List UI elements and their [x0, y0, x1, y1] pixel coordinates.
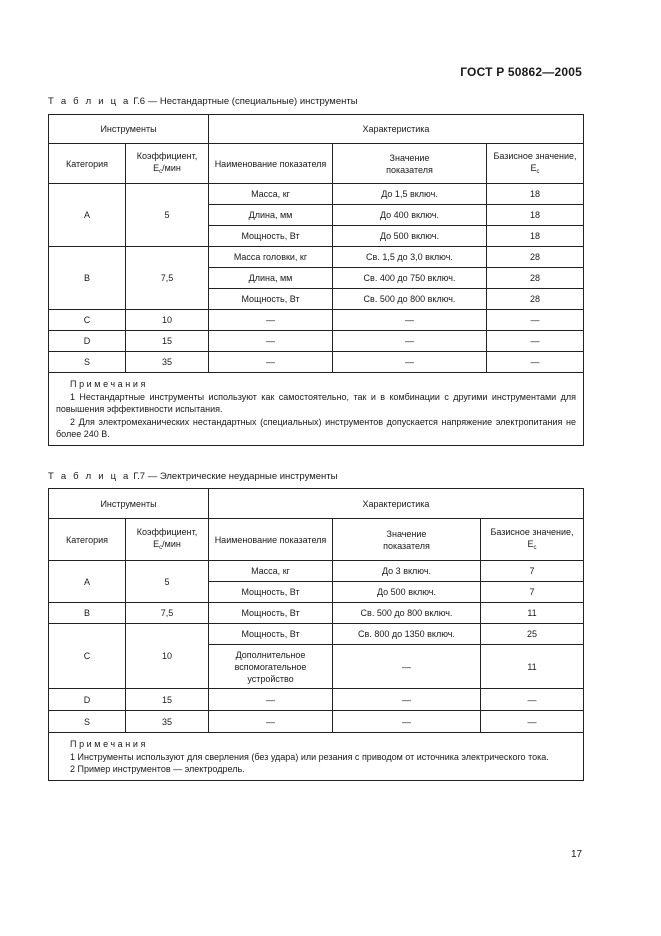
coefficient-cell: 5 [126, 184, 209, 247]
base-value-cell: 11 [481, 645, 584, 689]
table6-caption [48, 96, 358, 107]
base-value-cell: 11 [481, 603, 584, 624]
coefficient-cell: 7,5 [126, 247, 209, 310]
table-header-row [49, 489, 584, 519]
note-item: 1 Инструменты используют для сверления (без удара) или резания с приводом от источника электрического тока. [70, 751, 549, 762]
indicator-name-cell: Мощность, Вт [209, 603, 333, 624]
indicator-name-cell: Мощность, Вт [209, 226, 333, 247]
value-cell: Св. 500 до 800 включ. [333, 289, 487, 310]
table-header-row [49, 144, 584, 184]
category-cell: C [49, 310, 126, 331]
base-value-cell: 28 [487, 289, 584, 310]
table7-caption [48, 471, 337, 482]
notes-row [49, 373, 584, 446]
indicator-name-cell: Мощность, Вт [209, 289, 333, 310]
category-cell: B [49, 247, 126, 310]
table-row [49, 352, 584, 373]
value-cell: До 500 включ. [333, 582, 481, 603]
header-base-value [487, 144, 584, 184]
value-cell: До 1,5 включ. [333, 184, 487, 205]
indicator-name-cell: — [209, 310, 333, 331]
base-value-cell: 7 [481, 582, 584, 603]
value-cell: До 500 включ. [333, 226, 487, 247]
header-value-line2: показателя [383, 540, 430, 551]
indicator-name-cell: — [209, 711, 333, 733]
header-coefficient-label: Коэффициент, [136, 526, 198, 537]
table-row [49, 310, 584, 331]
table7-caption-prefix: Т а б л и ц а [48, 471, 131, 482]
base-value-cell: — [481, 711, 584, 733]
value-cell: Св. 500 до 800 включ. [333, 603, 481, 624]
header-value [333, 519, 481, 561]
table-row [49, 624, 584, 645]
header-instruments: Инструменты [49, 115, 209, 144]
base-unit-sub: c [536, 168, 540, 175]
indicator-name-cell: Масса, кг [209, 184, 333, 205]
indicator-name-cell: — [209, 352, 333, 373]
table-header-row [49, 115, 584, 144]
base-value-cell: 18 [487, 184, 584, 205]
header-indicator-name: Наименование показателя [209, 519, 333, 561]
base-unit-sub: c [533, 544, 537, 551]
coef-unit-sub: c [159, 544, 163, 551]
table6-caption-prefix: Т а б л и ц а [48, 96, 131, 107]
base-value-cell: — [487, 331, 584, 352]
notes-heading: Примечания [70, 739, 148, 749]
header-category: Категория [49, 144, 126, 184]
document-code: ГОСТ Р 50862—2005 [460, 65, 582, 79]
base-value-cell: 18 [487, 226, 584, 247]
coefficient-cell: 15 [126, 689, 209, 711]
indicator-name-cell: Длина, мм [209, 268, 333, 289]
indicator-name-cell: — [209, 331, 333, 352]
header-characteristic: Характеристика [209, 489, 584, 519]
indicator-name-cell: Длина, мм [209, 205, 333, 226]
table-row [49, 561, 584, 582]
value-cell: Св. 800 до 1350 включ. [333, 624, 481, 645]
header-coefficient [126, 519, 209, 561]
category-cell: A [49, 561, 126, 603]
table-row [49, 247, 584, 268]
table7 [48, 488, 584, 781]
table7-caption-text: Г.7 — Электрические неударные инструменты [133, 471, 338, 482]
value-cell: Св. 1,5 до 3,0 включ. [333, 247, 487, 268]
base-value-cell: 28 [487, 268, 584, 289]
header-category: Категория [49, 519, 126, 561]
category-cell: B [49, 603, 126, 624]
base-value-cell: — [487, 352, 584, 373]
coefficient-cell: 10 [126, 310, 209, 331]
notes-row [49, 733, 584, 781]
base-unit-base: E [527, 538, 534, 549]
header-value-line1: Значение [386, 528, 427, 539]
value-cell: До 400 включ. [333, 205, 487, 226]
table7-notes [49, 733, 584, 781]
indicator-name-cell: — [209, 689, 333, 711]
base-value-cell: 25 [481, 624, 584, 645]
table6-caption-text: Г.6 — Нестандартные (специальные) инструменты [133, 96, 358, 107]
table-row [49, 184, 584, 205]
header-characteristic: Характеристика [209, 115, 584, 144]
coefficient-cell: 7,5 [126, 603, 209, 624]
base-value-cell: — [481, 689, 584, 711]
category-cell: D [49, 331, 126, 352]
category-cell: C [49, 624, 126, 689]
category-cell: A [49, 184, 126, 247]
base-value-cell: — [487, 310, 584, 331]
indicator-name-line: Дополнительное [235, 649, 306, 660]
coefficient-cell: 35 [126, 352, 209, 373]
table-row [49, 689, 584, 711]
coefficient-cell: 15 [126, 331, 209, 352]
header-base-value [481, 519, 584, 561]
table-row [49, 331, 584, 352]
table6 [48, 114, 584, 446]
header-value-line2: показателя [386, 164, 433, 175]
category-cell: D [49, 689, 126, 711]
base-value-cell: 18 [487, 205, 584, 226]
base-value-cell: 7 [481, 561, 584, 582]
value-cell: — [333, 645, 481, 689]
value-cell: Св. 400 до 750 включ. [333, 268, 487, 289]
coef-unit-base: E [153, 538, 160, 549]
indicator-name-cell: Мощность, Вт [209, 624, 333, 645]
table-row [49, 603, 584, 624]
page-number: 17 [571, 849, 583, 860]
coef-unit-sub: c [159, 168, 163, 175]
table-header-row [49, 519, 584, 561]
indicator-name-cell: Масса головки, кг [209, 247, 333, 268]
category-cell: S [49, 711, 126, 733]
category-cell: S [49, 352, 126, 373]
header-indicator-name: Наименование показателя [209, 144, 333, 184]
value-cell: — [333, 331, 487, 352]
base-unit-base: E [530, 162, 537, 173]
value-cell: — [333, 310, 487, 331]
coef-unit-tail: /мин [162, 162, 181, 173]
coefficient-cell: 10 [126, 624, 209, 689]
indicator-name-line: устройство [247, 673, 294, 684]
value-cell: — [333, 352, 487, 373]
coef-unit-tail: /мин [162, 538, 181, 549]
value-cell: До 3 включ. [333, 561, 481, 582]
header-base-value-label: Базисное значение, [490, 526, 574, 537]
header-value [333, 144, 487, 184]
header-instruments: Инструменты [49, 489, 209, 519]
notes-heading: Примечания [70, 379, 148, 389]
coefficient-cell: 35 [126, 711, 209, 733]
coefficient-cell: 5 [126, 561, 209, 603]
note-item: 2 Для электромеханических нестандартных (специальных) инструментов допускается напряжение электропитания не более 240 В. [56, 416, 576, 439]
note-item: 2 Пример инструментов — электродрель. [70, 764, 245, 774]
value-cell: — [333, 689, 481, 711]
coef-unit-base: E [153, 162, 160, 173]
indicator-name-cell: Мощность, Вт [209, 582, 333, 603]
header-coefficient [126, 144, 209, 184]
note-item: 1 Нестандартные инструменты используют как самостоятельно, так и в комбинации с другими инструментами для повышения эффективности испытания. [56, 391, 576, 414]
indicator-name-line: вспомогательное [234, 661, 307, 672]
header-base-value-label: Базисное значение, [493, 150, 577, 161]
base-value-cell: 28 [487, 247, 584, 268]
table-row [49, 711, 584, 733]
header-value-line1: Значение [389, 152, 430, 163]
header-coefficient-label: Коэффициент, [136, 150, 198, 161]
indicator-name-cell [209, 645, 333, 689]
value-cell: — [333, 711, 481, 733]
table6-notes [49, 373, 584, 446]
indicator-name-cell: Масса, кг [209, 561, 333, 582]
